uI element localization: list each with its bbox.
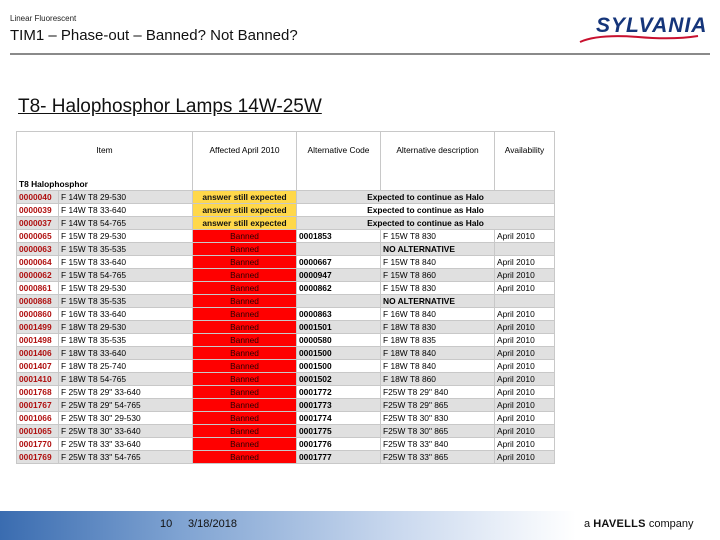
availability: April 2010 xyxy=(495,334,555,347)
item-description: F 14W T8 54-765 xyxy=(59,217,193,230)
alternative-code: 0001500 xyxy=(297,360,381,373)
table-header-row xyxy=(17,132,555,169)
section-row xyxy=(17,178,555,191)
item-code: 0001410 xyxy=(17,373,59,386)
alternative-code: 0000863 xyxy=(297,308,381,321)
phaseout-table xyxy=(16,131,555,464)
item-code: 0001770 xyxy=(17,438,59,451)
brand-suffix: company xyxy=(648,518,694,530)
alternative-description: NO ALTERNATIVE xyxy=(381,243,495,256)
table-row xyxy=(17,217,555,230)
affected-status: Banned xyxy=(193,347,297,360)
affected-status: Banned xyxy=(193,386,297,399)
availability: April 2010 xyxy=(495,373,555,386)
col-header-availability: Availability xyxy=(495,132,555,169)
alternative-code: 0001775 xyxy=(297,425,381,438)
alternative-code: 0001773 xyxy=(297,399,381,412)
table-row xyxy=(17,282,555,295)
alternative-code: 0000667 xyxy=(297,256,381,269)
item-description: F 25W T8 33" 54-765 xyxy=(59,451,193,464)
item-description: F 25W T8 29" 54-765 xyxy=(59,399,193,412)
item-description: F 15W T8 29-530 xyxy=(59,230,193,243)
alternative-description: F 18W T8 860 xyxy=(381,373,495,386)
alternative-code: 0001853 xyxy=(297,230,381,243)
alternative-description: F 18W T8 840 xyxy=(381,360,495,373)
item-description: F 25W T8 30" 29-530 xyxy=(59,412,193,425)
item-description: F 16W T8 33-640 xyxy=(59,308,193,321)
item-description: F 25W T8 29" 33-640 xyxy=(59,386,193,399)
alternative-description: F25W T8 33" 840 xyxy=(381,438,495,451)
affected-status: Banned xyxy=(193,360,297,373)
table-row xyxy=(17,360,555,373)
spacer-row xyxy=(17,168,555,178)
affected-status: Banned xyxy=(193,412,297,425)
affected-status: answer still expected xyxy=(193,217,297,230)
availability: April 2010 xyxy=(495,256,555,269)
alternative-code: 0001501 xyxy=(297,321,381,334)
affected-status: Banned xyxy=(193,399,297,412)
havells-brand xyxy=(584,518,694,530)
alternative-description: F25W T8 33" 865 xyxy=(381,451,495,464)
item-description: F 15W T8 29-530 xyxy=(59,282,193,295)
item-description: F 18W T8 33-640 xyxy=(59,347,193,360)
sylvania-logo xyxy=(578,12,708,44)
item-code: 0000861 xyxy=(17,282,59,295)
affected-status: Banned xyxy=(193,269,297,282)
item-code: 0000063 xyxy=(17,243,59,256)
page-date: 3/18/2018 xyxy=(188,518,237,530)
continue-note: Expected to continue as Halo xyxy=(297,217,555,230)
alternative-code: 0001502 xyxy=(297,373,381,386)
alternative-description: F 18W T8 830 xyxy=(381,321,495,334)
alternative-description: F25W T8 30" 865 xyxy=(381,425,495,438)
logo-text: SYLVANIA xyxy=(596,14,708,37)
item-description: F 14W T8 29-530 xyxy=(59,191,193,204)
brand-name: HAVELLS xyxy=(593,518,646,530)
alternative-description: F25W T8 30" 830 xyxy=(381,412,495,425)
availability: April 2010 xyxy=(495,360,555,373)
alternative-description: F 18W T8 835 xyxy=(381,334,495,347)
item-description: F 15W T8 35-535 xyxy=(59,295,193,308)
item-description: F 18W T8 35-535 xyxy=(59,334,193,347)
item-code: 0001769 xyxy=(17,451,59,464)
alternative-code: 0001774 xyxy=(297,412,381,425)
continue-note: Expected to continue as Halo xyxy=(297,204,555,217)
brand-prefix: a xyxy=(584,518,591,530)
availability: April 2010 xyxy=(495,412,555,425)
alternative-description: F 15W T8 830 xyxy=(381,282,495,295)
item-code: 0000868 xyxy=(17,295,59,308)
item-description: F 18W T8 29-530 xyxy=(59,321,193,334)
item-description: F 18W T8 25-740 xyxy=(59,360,193,373)
affected-status: Banned xyxy=(193,425,297,438)
table-row xyxy=(17,451,555,464)
availability: April 2010 xyxy=(495,347,555,360)
alternative-code: 0000862 xyxy=(297,282,381,295)
affected-status: Banned xyxy=(193,308,297,321)
item-description: F 25W T8 30" 33-640 xyxy=(59,425,193,438)
availability: April 2010 xyxy=(495,230,555,243)
item-description: F 15W T8 35-535 xyxy=(59,243,193,256)
item-code: 0001498 xyxy=(17,334,59,347)
affected-status: answer still expected xyxy=(193,191,297,204)
alternative-code: 0001772 xyxy=(297,386,381,399)
col-header-item: Item xyxy=(17,132,193,169)
alternative-description: F 16W T8 840 xyxy=(381,308,495,321)
availability xyxy=(495,243,555,256)
table-row xyxy=(17,243,555,256)
table-row xyxy=(17,334,555,347)
availability: April 2010 xyxy=(495,438,555,451)
table-row xyxy=(17,308,555,321)
item-code: 0000062 xyxy=(17,269,59,282)
table-row xyxy=(17,191,555,204)
alternative-description: F25W T8 29" 865 xyxy=(381,399,495,412)
item-description: F 18W T8 54-765 xyxy=(59,373,193,386)
item-code: 0001065 xyxy=(17,425,59,438)
availability: April 2010 xyxy=(495,386,555,399)
affected-status: answer still expected xyxy=(193,204,297,217)
table-row xyxy=(17,438,555,451)
slide-subtitle: T8- Halophosphor Lamps 14W-25W xyxy=(18,96,322,117)
item-description: F 15W T8 54-765 xyxy=(59,269,193,282)
table-row xyxy=(17,256,555,269)
alternative-description: F 18W T8 840 xyxy=(381,347,495,360)
affected-status: Banned xyxy=(193,230,297,243)
item-description: F 25W T8 33" 33-640 xyxy=(59,438,193,451)
availability: April 2010 xyxy=(495,425,555,438)
availability: April 2010 xyxy=(495,321,555,334)
availability: April 2010 xyxy=(495,308,555,321)
affected-status: Banned xyxy=(193,438,297,451)
alternative-code: 0001500 xyxy=(297,347,381,360)
item-code: 0000040 xyxy=(17,191,59,204)
item-description: F 15W T8 33-640 xyxy=(59,256,193,269)
affected-status: Banned xyxy=(193,321,297,334)
table-row xyxy=(17,295,555,308)
table-row xyxy=(17,230,555,243)
alternative-code: 0001777 xyxy=(297,451,381,464)
item-code: 0000039 xyxy=(17,204,59,217)
alternative-description: F 15W T8 840 xyxy=(381,256,495,269)
table-row xyxy=(17,373,555,386)
availability: April 2010 xyxy=(495,451,555,464)
alternative-code: 0000580 xyxy=(297,334,381,347)
availability: April 2010 xyxy=(495,269,555,282)
item-code: 0000064 xyxy=(17,256,59,269)
table-row xyxy=(17,386,555,399)
item-code: 0001768 xyxy=(17,386,59,399)
item-code: 0000860 xyxy=(17,308,59,321)
item-code: 0001499 xyxy=(17,321,59,334)
alternative-code xyxy=(297,295,381,308)
table-row xyxy=(17,399,555,412)
item-code: 0000065 xyxy=(17,230,59,243)
affected-status: Banned xyxy=(193,295,297,308)
header-divider xyxy=(10,53,710,55)
col-header-affected: Affected April 2010 xyxy=(193,132,297,169)
alternative-description: NO ALTERNATIVE xyxy=(381,295,495,308)
alternative-code: 0000947 xyxy=(297,269,381,282)
alternative-description: F 15W T8 860 xyxy=(381,269,495,282)
affected-status: Banned xyxy=(193,243,297,256)
affected-status: Banned xyxy=(193,282,297,295)
section-label: T8 Halophosphor xyxy=(17,178,193,191)
alternative-code: 0001776 xyxy=(297,438,381,451)
table-row xyxy=(17,204,555,217)
availability: April 2010 xyxy=(495,399,555,412)
table-row xyxy=(17,347,555,360)
col-header-alt-desc: Alternative description xyxy=(381,132,495,169)
availability xyxy=(495,295,555,308)
slide-title: TIM1 – Phase-out – Banned? Not Banned? xyxy=(10,27,298,44)
item-description: F 14W T8 33-640 xyxy=(59,204,193,217)
item-code: 0000037 xyxy=(17,217,59,230)
table-row xyxy=(17,425,555,438)
pretitle: Linear Fluorescent xyxy=(10,14,77,23)
availability: April 2010 xyxy=(495,282,555,295)
alternative-description: F 15W T8 830 xyxy=(381,230,495,243)
item-code: 0001767 xyxy=(17,399,59,412)
affected-status: Banned xyxy=(193,451,297,464)
col-header-alt-code: Alternative Code xyxy=(297,132,381,169)
affected-status: Banned xyxy=(193,373,297,386)
alternative-code xyxy=(297,243,381,256)
page-number: 10 xyxy=(160,518,173,530)
table-row xyxy=(17,269,555,282)
table-row xyxy=(17,321,555,334)
item-code: 0001407 xyxy=(17,360,59,373)
affected-status: Banned xyxy=(193,334,297,347)
item-code: 0001066 xyxy=(17,412,59,425)
continue-note: Expected to continue as Halo xyxy=(297,191,555,204)
item-code: 0001406 xyxy=(17,347,59,360)
affected-status: Banned xyxy=(193,256,297,269)
table-row xyxy=(17,412,555,425)
alternative-description: F25W T8 29" 840 xyxy=(381,386,495,399)
